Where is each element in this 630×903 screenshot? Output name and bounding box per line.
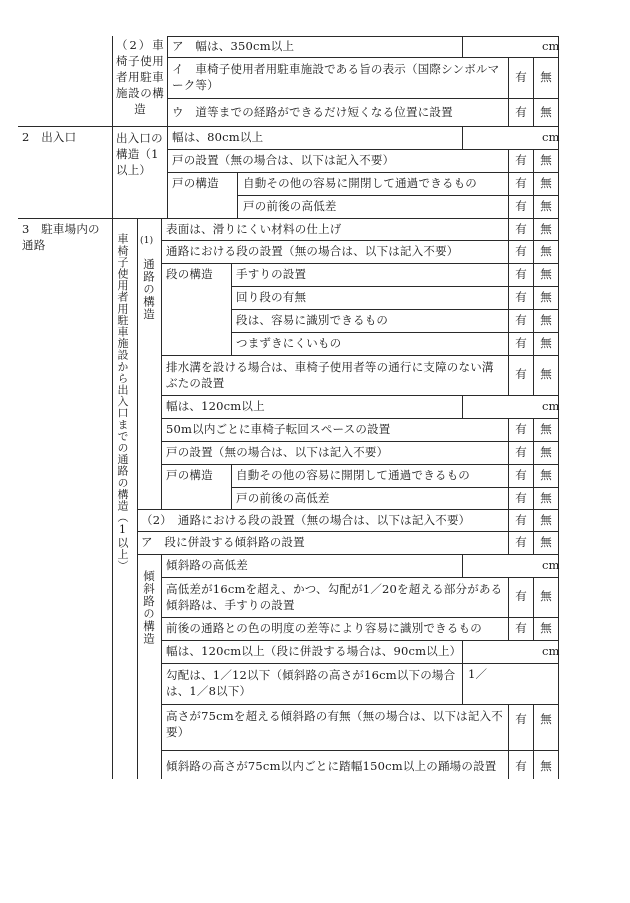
- unit-cm: cm: [542, 130, 560, 144]
- row-text: 高さが75cmを超える傾斜路の有無（無の場合は、以下は記入不要）: [166, 709, 503, 739]
- yes-option[interactable]: 有: [515, 589, 527, 603]
- row-text: ウ 道等までの経路ができるだけ短くなる位置に設置: [172, 105, 453, 119]
- row-text: 手すりの設置: [236, 267, 307, 281]
- yes-option[interactable]: 有: [515, 244, 527, 258]
- rule: [18, 218, 558, 219]
- no-option[interactable]: 無: [540, 244, 552, 258]
- slope-ratio-value[interactable]: 1／: [468, 667, 488, 681]
- rule: [237, 172, 238, 218]
- yes-option[interactable]: 有: [515, 290, 527, 304]
- rule: [161, 617, 558, 618]
- yes-option[interactable]: 有: [515, 199, 527, 213]
- rule: [137, 531, 558, 532]
- row-text: 自動その他の容易に開閉して通過できるもの: [243, 176, 477, 190]
- no-option[interactable]: 無: [540, 290, 552, 304]
- yes-option[interactable]: 有: [515, 153, 527, 167]
- rule: [167, 57, 558, 58]
- rule: [137, 554, 558, 555]
- no-option[interactable]: 無: [540, 589, 552, 603]
- unit-cm: cm: [542, 399, 560, 413]
- row-text: 幅は、120cm以上（段に併設する場合は、90cm以上）: [166, 644, 462, 658]
- rule: [167, 98, 558, 99]
- row-text: 高低差が16cmを超え、かつ、勾配が1／20を超える部分がある傾斜路は、手すりの設置: [166, 582, 503, 612]
- rule: [533, 577, 534, 640]
- rule: [508, 218, 509, 395]
- section1-label: （2）車椅子使用者用駐車施設の構造: [116, 38, 164, 116]
- rule: [231, 464, 232, 509]
- yes-option[interactable]: 有: [515, 313, 527, 327]
- rule: [167, 172, 558, 173]
- rule: [533, 218, 534, 395]
- yes-option[interactable]: 有: [515, 222, 527, 236]
- no-option[interactable]: 無: [540, 176, 552, 190]
- row-text: 戸の前後の高低差: [236, 491, 330, 505]
- yes-option[interactable]: 有: [515, 176, 527, 190]
- row-text: 回り段の有無: [236, 290, 307, 304]
- yes-option[interactable]: 有: [515, 422, 527, 436]
- row-text: 戸の前後の高低差: [243, 199, 337, 213]
- rule: [237, 195, 558, 196]
- row-text: 勾配は、1／12以下（傾斜路の高さが16cm以下の場合は、1／8以下）: [166, 668, 456, 698]
- sub2-text: （2） 通路における段の設置（無の場合は、以下は記入不要）: [141, 513, 471, 527]
- rule: [508, 149, 509, 218]
- rule: [167, 36, 168, 218]
- group-label: 段の構造: [166, 267, 213, 281]
- rule: [161, 355, 558, 356]
- row-text: 幅は、120cm以上: [166, 399, 265, 413]
- sub1-label: 通路の構造: [142, 258, 156, 321]
- row-text: 表面は、滑りにくい材料の仕上げ: [166, 222, 342, 236]
- rule: [167, 36, 558, 37]
- no-option[interactable]: 無: [540, 422, 552, 436]
- rule: [462, 640, 463, 704]
- rule: [161, 441, 558, 442]
- rule: [533, 418, 534, 554]
- yes-option[interactable]: 有: [515, 336, 527, 350]
- yes-option[interactable]: 有: [515, 491, 527, 505]
- sub1-number: (1): [140, 236, 154, 246]
- unit-cm: cm: [542, 39, 560, 53]
- unit-cm: cm: [542, 558, 560, 572]
- row-text: ア 幅は、350cm以上: [172, 39, 295, 53]
- rule: [508, 577, 509, 640]
- row-text: 傾斜路の高さが75cm以内ごとに踏幅150cm以上の踊場の設置: [166, 759, 497, 773]
- row-text: 通路における段の設置（無の場合は、以下は記入不要）: [166, 244, 459, 258]
- row-text: 戸の設置（無の場合は、以下は記入不要）: [172, 153, 395, 167]
- yes-option[interactable]: 有: [515, 513, 527, 527]
- no-option[interactable]: 無: [540, 491, 552, 505]
- rule: [161, 554, 162, 779]
- rule: [167, 149, 558, 150]
- no-option[interactable]: 無: [540, 153, 552, 167]
- group-label: 戸の構造: [172, 176, 219, 190]
- no-option[interactable]: 無: [540, 468, 552, 482]
- yes-option[interactable]: 有: [515, 468, 527, 482]
- no-option[interactable]: 無: [540, 513, 552, 527]
- rule: [533, 57, 534, 126]
- yes-option[interactable]: 有: [515, 105, 527, 119]
- rule: [231, 263, 232, 355]
- rule: [161, 640, 558, 641]
- rule: [462, 554, 463, 577]
- no-option[interactable]: 無: [540, 759, 552, 773]
- rule: [161, 395, 558, 396]
- yes-option[interactable]: 有: [515, 759, 527, 773]
- no-option[interactable]: 無: [540, 267, 552, 281]
- rule: [462, 126, 463, 149]
- rule: [508, 704, 509, 779]
- rule: [533, 704, 534, 779]
- rule: [137, 509, 558, 510]
- yes-option[interactable]: 有: [515, 535, 527, 549]
- yes-option[interactable]: 有: [515, 445, 527, 459]
- rule: [18, 126, 558, 127]
- no-option[interactable]: 無: [540, 445, 552, 459]
- section3-vertical-label: 車椅子使用者用駐車施設から出入口までの通路の構造（1以上）: [116, 233, 129, 572]
- row-text: イ 車椅子使用者用駐車施設である旨の表示（国際シンボルマーク等）: [172, 62, 500, 92]
- rule: [533, 149, 534, 218]
- no-option[interactable]: 無: [540, 105, 552, 119]
- section2-label: 2 出入口: [22, 130, 77, 144]
- rule: [161, 464, 558, 465]
- row-text: 50m以内ごとに車椅子転回スペースの設置: [166, 422, 391, 436]
- rule: [161, 240, 558, 241]
- no-option[interactable]: 無: [540, 313, 552, 327]
- rule: [161, 218, 162, 509]
- section3-label: 3 駐車場内の通路: [22, 222, 100, 252]
- row-text: 前後の通路との色の明度の差等により容易に識別できるもの: [166, 621, 482, 635]
- yes-option[interactable]: 有: [515, 70, 527, 84]
- row-text: 戸の設置（無の場合は、以下は記入不要）: [166, 445, 389, 459]
- group-label: 戸の構造: [166, 468, 213, 482]
- row-text: 傾斜路の高低差: [166, 558, 248, 572]
- no-option[interactable]: 無: [540, 336, 552, 350]
- section2-sub-label: 出入口の構造（1以上）: [116, 131, 163, 177]
- yes-option[interactable]: 有: [515, 367, 527, 381]
- no-option[interactable]: 無: [540, 70, 552, 84]
- rule: [161, 263, 558, 264]
- rule: [137, 218, 138, 779]
- subA-text: ア 段に併設する傾斜路の設置: [141, 535, 305, 549]
- rule: [161, 663, 558, 664]
- row-text: 幅は、80cm以上: [172, 130, 264, 144]
- row-text: 排水溝を設ける場合は、車椅子使用者等の通行に支障のない溝ぶたの設置: [166, 360, 494, 390]
- no-option[interactable]: 無: [540, 222, 552, 236]
- rule: [462, 36, 463, 57]
- rule: [462, 395, 463, 418]
- row-text: 段は、容易に識別できるもの: [236, 313, 389, 327]
- unit-cm: cm: [542, 644, 560, 658]
- slope-label: 傾斜路の構造: [142, 570, 156, 645]
- rule: [161, 418, 558, 419]
- row-text: 自動その他の容易に開閉して通過できるもの: [236, 468, 470, 482]
- rule: [161, 750, 558, 751]
- no-option[interactable]: 無: [540, 367, 552, 381]
- rule: [508, 57, 509, 126]
- no-option[interactable]: 無: [540, 621, 552, 635]
- no-option[interactable]: 無: [540, 712, 552, 726]
- no-option[interactable]: 無: [540, 535, 552, 549]
- rule: [161, 577, 558, 578]
- yes-option[interactable]: 有: [515, 267, 527, 281]
- yes-option[interactable]: 有: [515, 712, 527, 726]
- rule: [112, 36, 113, 779]
- rule: [508, 418, 509, 554]
- rule: [161, 704, 558, 705]
- yes-option[interactable]: 有: [515, 621, 527, 635]
- no-option[interactable]: 無: [540, 199, 552, 213]
- row-text: つまずきにくいもの: [236, 336, 342, 350]
